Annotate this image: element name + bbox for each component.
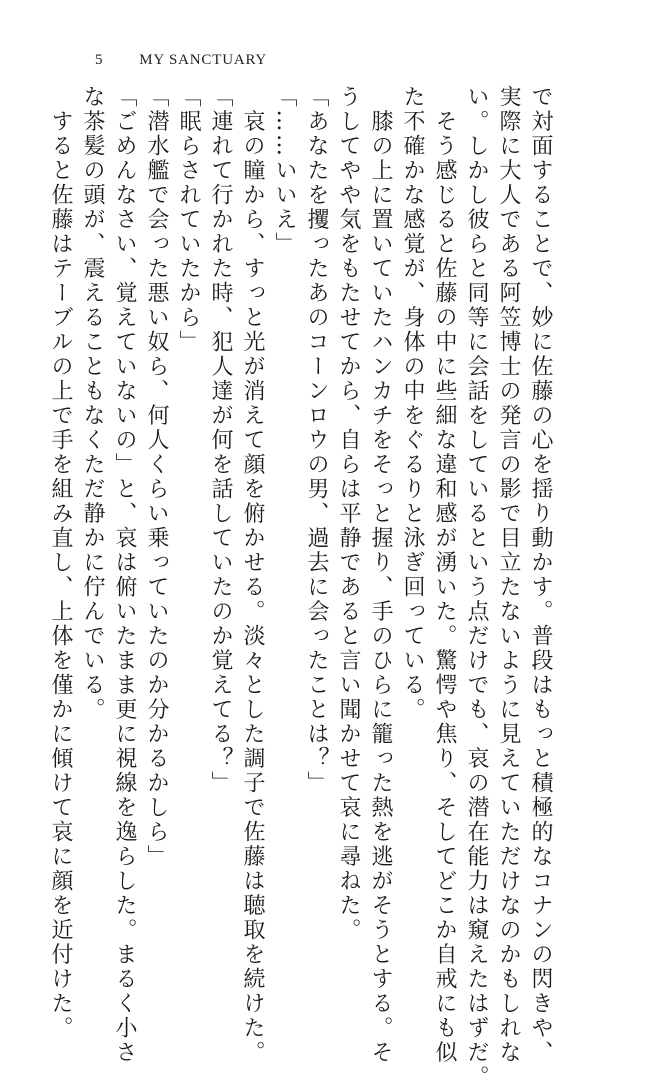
- text-line: そう感じると佐藤の中に些細な違和感が湧いた。驚愕や焦り、そしてどこか自戒にも似: [432, 85, 457, 1065]
- vertical-text-body: [48, 85, 556, 1090]
- running-header: [95, 52, 267, 69]
- text-line: 「ごめんなさい、覚えていないの」と、哀は俯いたまま更に視線を逸らした。まるく小さ: [112, 85, 137, 1065]
- text-line: 「連れて行かれた時、犯人達が何を話していたのか覚えてる？」: [208, 85, 233, 796]
- text-line: い。しかし彼らと同等に会話をしているという点だけでも、哀の潜在能力は窺えたはずだ。: [464, 85, 489, 1090]
- text-line: 「……いいえ」: [272, 85, 297, 257]
- text-line: で対面することで、妙に佐藤の心を揺り動かす。普段はもっと積極的なコナンの閃きや、: [528, 85, 553, 1065]
- text-line: 膝の上に置いていたハンカチをそっと握り、手のひらに籠った熱を逃がそうとする。そ: [368, 85, 393, 1065]
- text-line: 「眠らされていたから」: [176, 85, 201, 355]
- running-title: MY SANCTUARY: [139, 52, 268, 68]
- text-line: 実際に大人である阿笠博士の発言の影で目立たないように見えていただけなのかもしれな: [496, 85, 521, 1065]
- text-line: 「あなたを攫ったあのコーンロウの男、過去に会ったことは？」: [304, 85, 329, 796]
- text-line: うしてやや気をもたせてから、自らは平静であると言い聞かせて哀に尋ねた。: [336, 85, 361, 943]
- text-line: な茶髪の頭が、震えることもなくただ静かに佇んでいる。: [80, 85, 105, 722]
- page-number: 5: [95, 52, 103, 68]
- text-line: 哀の瞳から、すっと光が消えて顔を俯かせる。淡々とした調子で佐藤は聴取を続けた。: [240, 85, 265, 1065]
- text-line: た不確かな感覚が、身体の中をぐるりと泳ぎ回っている。: [400, 85, 425, 722]
- text-line: すると佐藤はテーブルの上で手を組み直し、上体を僅かに傾けて哀に顔を近付けた。: [48, 85, 73, 1041]
- text-line: 「潜水艦で会った悪い奴ら、何人くらい乗っていたのか分かるかしら」: [144, 85, 169, 869]
